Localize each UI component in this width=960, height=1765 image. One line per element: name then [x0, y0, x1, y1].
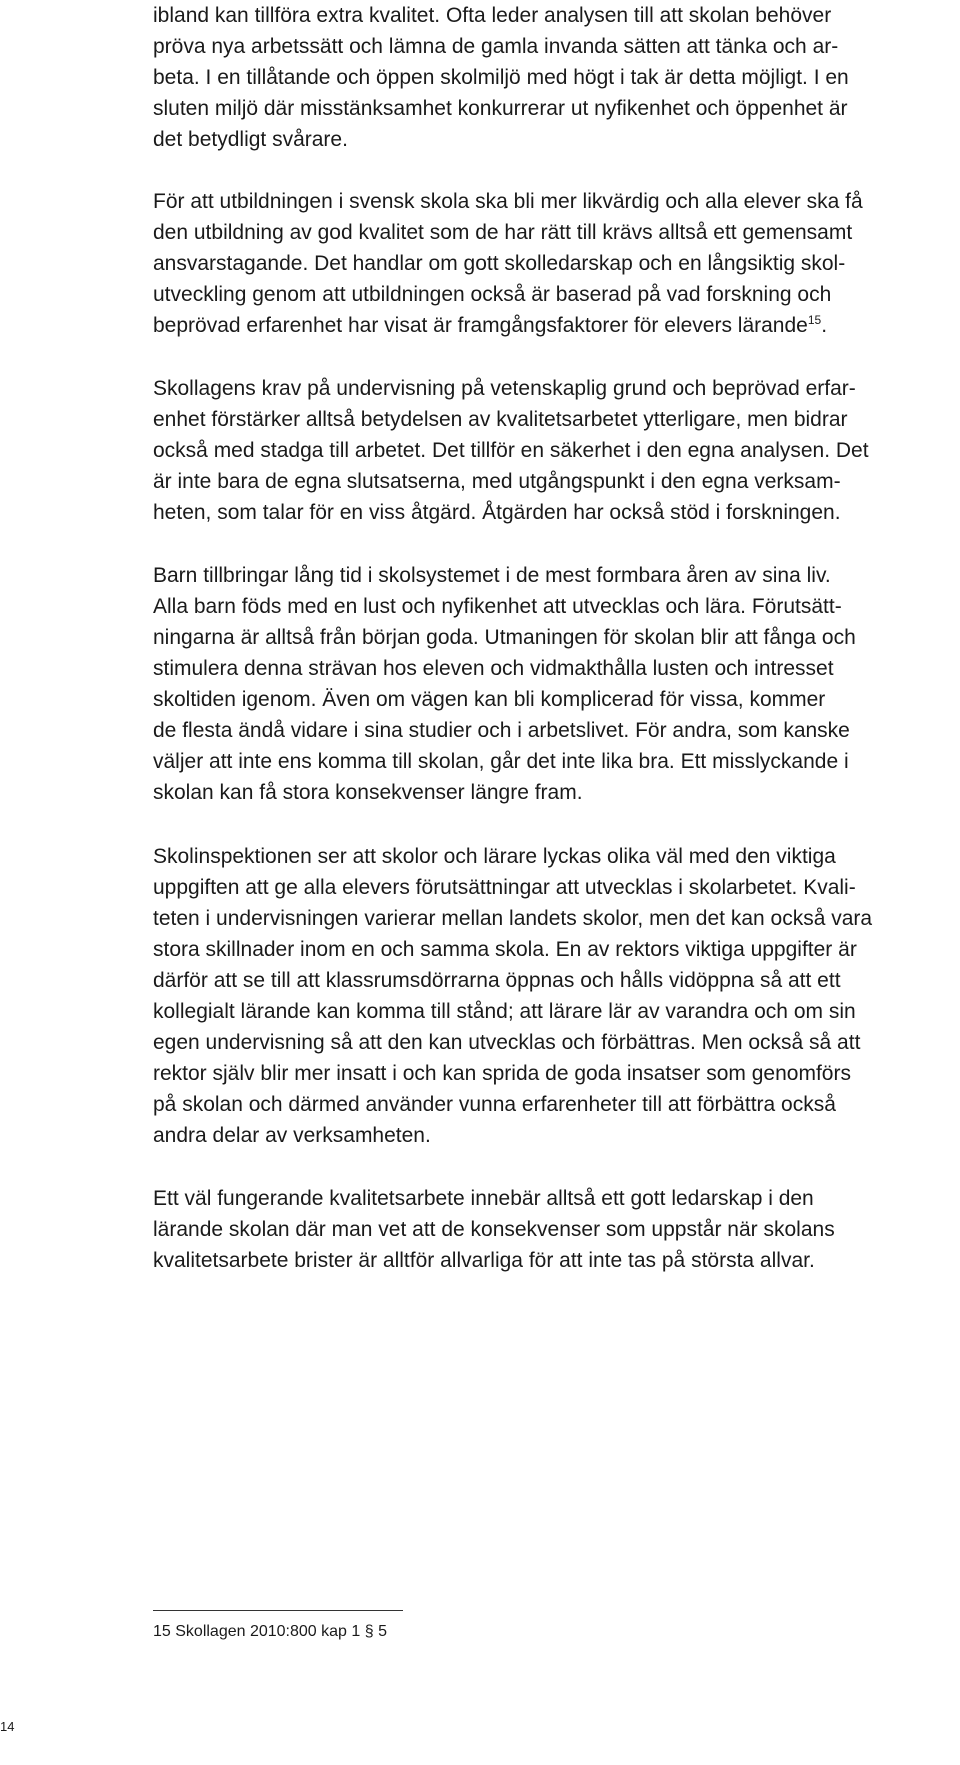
paragraph-1: ibland kan tillföra extra kvalitet. Ofta leder analysen till att skolan behöver pröva nya arbetssätt och lämna de gamla invanda sätten att tänka och ar- beta. I en tillåtande och öppen skolmiljö med högt i tak är detta möjligt. I en sluten miljö där misstänksamhet konkurrerar ut nyfikenhet och öppenhet är det betydligt svårare. — [153, 4, 849, 151]
paragraph-2 — [153, 186, 863, 341]
paragraph-5: Skolinspektionen ser att skolor och lärare lyckas olika väl med den viktiga uppgiften att ge alla elevers förutsättningar att utvecklas i skolarbetet. Kvali- teten i undervisningen varierar mellan landets skolor, men det kan också vara stora skillnader inom en och samma skola. En av rektors viktiga uppgifter är därför att se till att klassrumsdörrarna öppnas och hålls vidöppna så att ett kollegialt lärande kan komma till stånd; att lärare lär av varandra och om sin egen undervisning så att den kan utvecklas och förbättras. Men också så att rektor själv blir mer insatt i och kan sprida de goda insatser som genomförs på skolan och därmed använder vunna erfarenheter till att förbättra också andra delar av verksamheten. — [153, 845, 873, 1147]
paragraph-2-end: . — [821, 314, 828, 337]
footnote-divider — [153, 1610, 403, 1611]
paragraph-3: Skollagens krav på undervisning på vetenskaplig grund och beprövad erfar- enhet förstärker alltså betydelsen av kvalitetsarbetet ytterligare, men bidrar också med stadga till arbetet. Det tillför en säkerhet i den egna analysen. Det är inte bara de egna slutsatserna, med utgångspunkt i den egna verksam- heten, som talar för en viss åtgärd. Åtgärden har också stöd i forskningen. — [153, 377, 869, 524]
paragraph-6: Ett väl fungerande kvalitetsarbete innebär alltså ett gott ledarskap i den lärande skolan där man vet att de konsekvenser som uppstår när skolans kvalitetsarbete brister är alltför allvarliga för att inte tas på största allvar. — [153, 1187, 835, 1272]
page-number: 14 — [0, 1719, 15, 1734]
paragraph-4: Barn tillbringar lång tid i skolsystemet i de mest formbara åren av sina liv. Alla barn föds med en lust och nyfikenhet att utvecklas och lära. Förutsätt- ningarna är alltså från början goda. Utmaningen för skolan blir att fånga och stimulera denna strävan hos eleven och vidmakthålla lusten och intresset skoltiden igenom. Även om vägen kan bli komplicerad för vissa, kommer de flesta ändå vidare i sina studier och i arbetslivet. För andra, som kanske väljer att inte ens komma till skolan, går det inte lika bra. Ett misslyckande i skolan kan få stora konsekvenser längre fram. — [153, 564, 856, 804]
paragraph-2-text: För att utbildningen i svensk skola ska bli mer likvärdig och alla elever ska få den utbildning av god kvalitet som de har rätt till krävs alltså ett gemensamt ansvarstagande. Det handlar om gott skolledarskap och en långsiktig skol- utveckling genom att utbildningen också är baserad på vad forskning och beprövad erfarenhet har visat är framgångsfaktorer för elevers lärande — [153, 190, 863, 337]
footnote-15: 15 Skollagen 2010:800 kap 1 § 5 — [153, 1623, 387, 1640]
footnote-reference[interactable]: 15 — [807, 313, 822, 327]
